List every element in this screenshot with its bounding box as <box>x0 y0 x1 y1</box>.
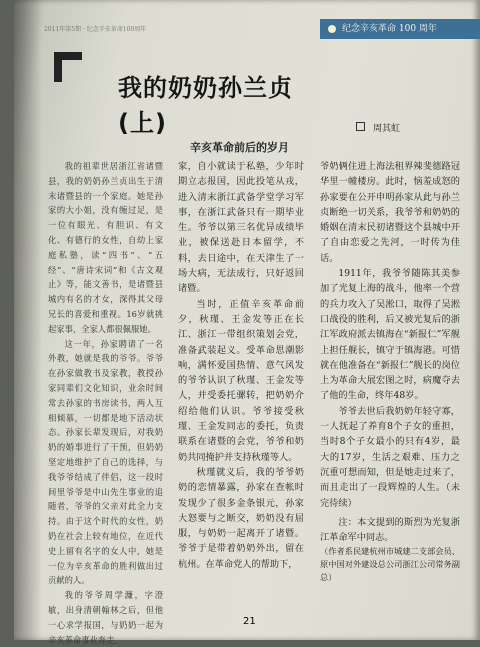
header-banner <box>320 19 480 39</box>
title-corner-mark <box>54 52 82 82</box>
banner-bullet-icon <box>328 25 336 33</box>
page-gutter-shadow <box>14 0 42 640</box>
author-bio: （作者系民建杭州市城建二支部会员、原中国对外建设总公司浙江公司常务副总） <box>320 546 460 583</box>
paragraph: 这一年，孙家聘请了一名外教，她就是我的爷爷。爷爷在孙家做教书及家教，教授孙家同辈们文化知识，业余时间常去孙家的书房读书，两人互相倾慕，一切都是地下活动状态。孙家长辈发现后，对我奶奶的婚事进行了干预，但奶奶坚定地维护了自己的选择，与我爷爷结成了伴侣，这一段时间里爷爷是中山先生事业的追随者，爷爷的父亲对此全力支持。由于这个时代的女性，奶奶在社会上较有地位，在近代史上留有名字的女人中，她是一位为辛亥革命的胜利做出过贡献的人。 <box>48 338 163 586</box>
paragraph: 我的爷爷周学濂，字澄敏，出身清朝翰林之后，但他一心求学报国，与奶奶一起为辛亥革命事业奔走。 <box>48 590 163 645</box>
paragraph: 当时，正值辛亥革命前夕，秋瑾、王金发等正在长江、浙江一带组织策划会党，准备武装起义。受革命思潮影响，满怀爱国热情、意气风发的爷爷认识了秋瑾、王金发等人，并受委托骡转，把奶奶介绍给他们认识。爷爷接受秋瑾、王金发同志的委托，负责联系在诸暨的会党，爷爷和奶奶共同掩护并支持秋瑾等人。 <box>178 298 304 463</box>
paragraph: 1911年，我爷爷随陈其美参加了光复上海的战斗，他率一个营的兵力攻入了吴淞口，取得了吴淞口战役的胜利，后又被光复后的浙江军政府派去镇海在“新报仁”军舰上担任舰长，镇守于镇海港。可惜就在他准备在“新报仁”舰长的岗位上为革命大展宏图之时，病魔夺去了他的生命，终年48岁。 <box>320 268 460 402</box>
author-box-icon <box>356 122 365 131</box>
footnote: 注：本文提到的斯烈为光复浙江革命军中同志。 <box>320 516 460 544</box>
header-running-text: 2011年第5期 · 纪念辛亥革命100周年 <box>44 26 147 33</box>
paragraph: 我的祖辈世居浙江省诸暨县，我的奶奶孙兰贞出生于清末诸暨县的一个家庭。她是孙家的大小姐，没有缠过足，是一位有眼光、有胆识、有文化、有德行的女性，自幼上家庭私塾，读“四书”、“五经”、“唐诗宋词”和《古文观止》等，能文善书，是诸暨县城内有名的才女，深得其父母兄长的喜爱和重视。16岁就挑起家事，全家人都很佩服她。 <box>48 161 163 334</box>
article-title: 我的奶奶孙兰贞(上) <box>118 74 293 137</box>
text-column-1 <box>48 159 163 645</box>
paragraph: 爷爷去世后我奶奶年轻守寡，一人抚起了养育8个子女的重担，当时8个子女最小的只有4岁，最大的17岁，生活之艰难、压力之沉重可想而知，但是她走过来了，而且走出了一段辉煌的人生。（未完待续） <box>320 405 460 509</box>
magazine-page <box>14 0 480 645</box>
page-number: 21 <box>243 616 256 627</box>
article-author <box>356 121 400 134</box>
article-subtitle: 辛亥革命前后的岁月 <box>190 141 289 154</box>
text-column-2 <box>178 159 304 629</box>
header-banner-text: 纪念辛亥革命 100 周年 <box>342 24 437 34</box>
author-name: 周其虹 <box>373 124 401 134</box>
paragraph: 秋瑾就义后，我的爷爷奶奶的恋情暴露，孙家在查帐时发现少了很多金条银元，孙家大怒要与之断交，奶奶没有屈服，与奶奶一起离开了诸暨。爷爷于是带着奶奶外出，留在杭州。在革命党人的帮助下， <box>178 466 304 570</box>
text-column-3 <box>320 159 460 629</box>
paragraph: 家，自小就读于私塾，少年时期立志报国，因此投笔从戎，进入清末浙江武备学堂学习军事，在浙江武备只有一期毕业生。爷爷以第三名优异成绩毕业，被保送赴日本留学，不料，去日途中，在天津生了一场大病，无法成行，只好返回诸暨。 <box>178 161 304 295</box>
paragraph: 爷奶俩住进上海法租界辣斐德路冠华里一幢楼房。此时，恼羞成怒的孙家要在公开申明孙家从此与孙兰贞断绝一切关系，我爷爷和奶奶的婚姻在清末民初诸暨这个县城中开了自由恋爱之先河，一时传为佳话。 <box>320 161 460 264</box>
